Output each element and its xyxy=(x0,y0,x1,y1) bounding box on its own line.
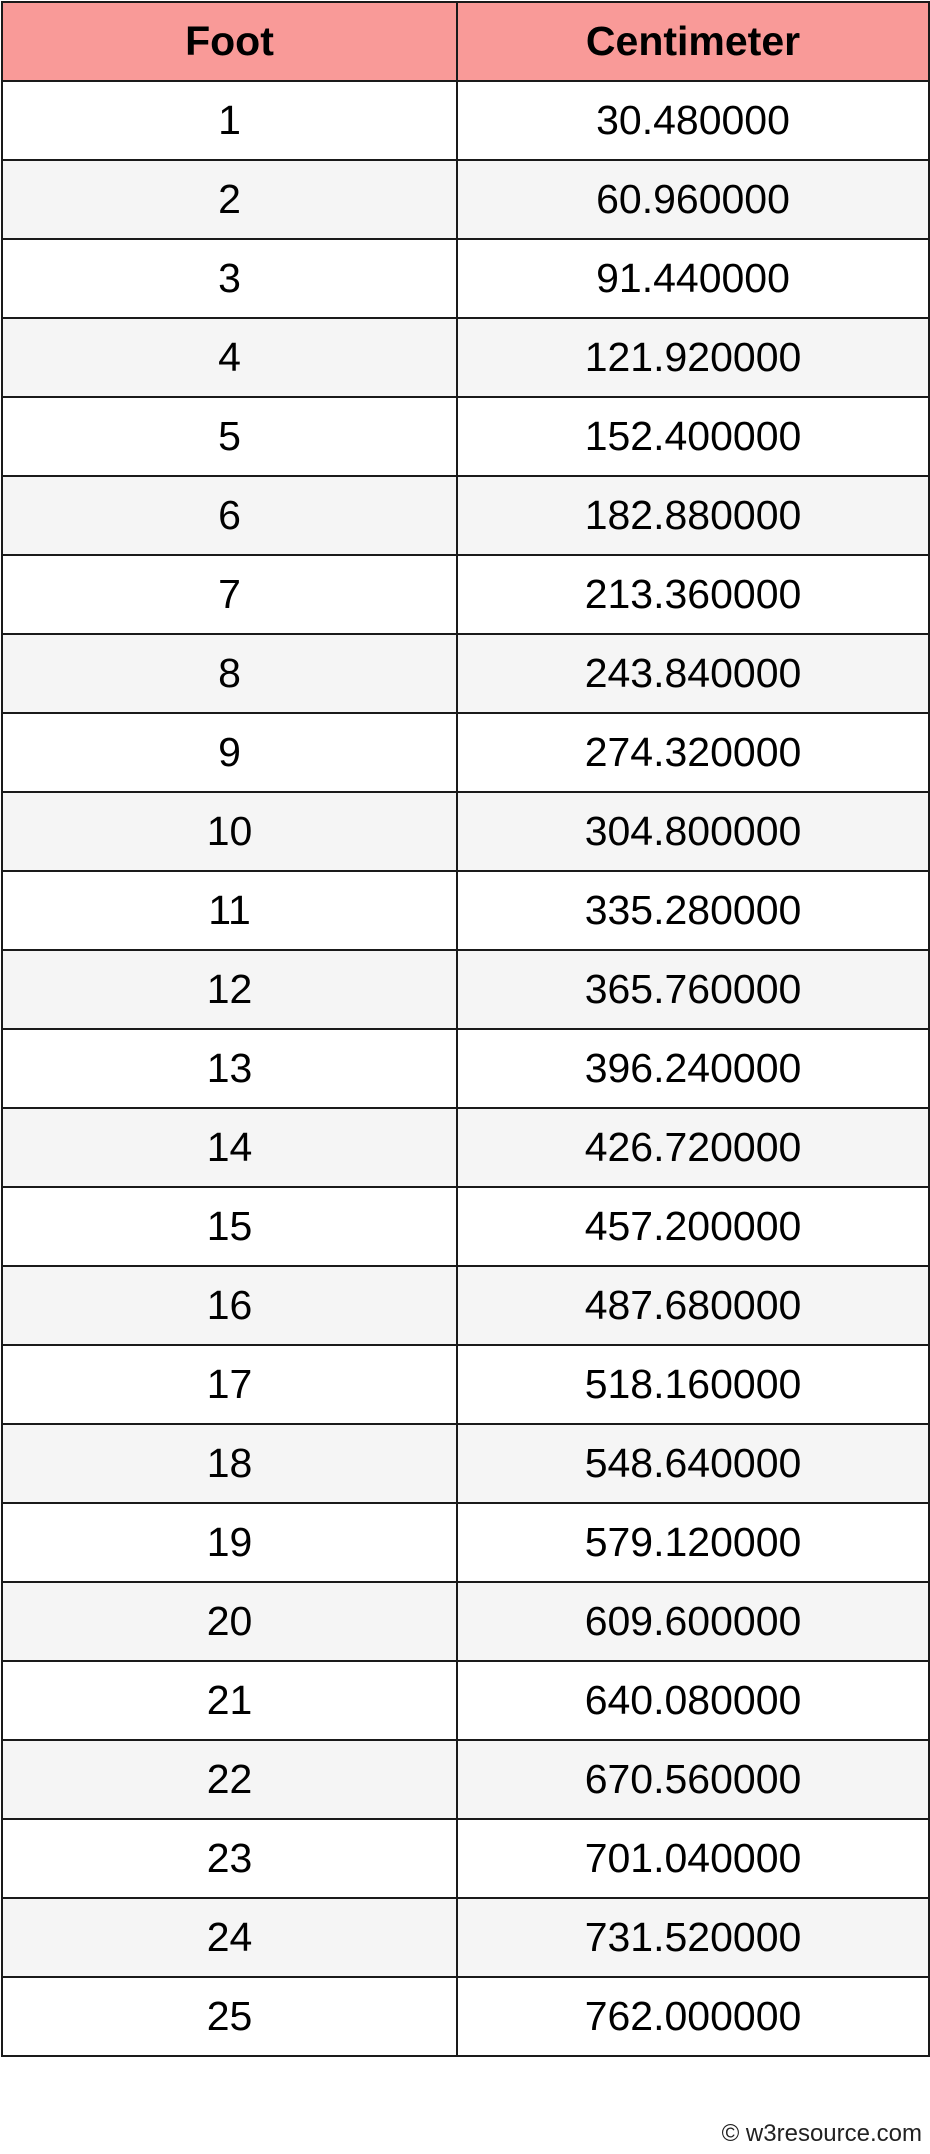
table-row xyxy=(2,1898,929,1977)
foot-cell: 11 xyxy=(2,871,457,950)
foot-cell: 10 xyxy=(2,792,457,871)
centimeter-cell: 579.120000 xyxy=(457,1503,929,1582)
copyright-credit: © w3resource.com xyxy=(721,2120,922,2147)
header-centimeter: Centimeter xyxy=(457,2,929,81)
table-row xyxy=(2,792,929,871)
table-row xyxy=(2,476,929,555)
centimeter-cell: 609.600000 xyxy=(457,1582,929,1661)
foot-cell: 4 xyxy=(2,318,457,397)
centimeter-cell: 213.360000 xyxy=(457,555,929,634)
centimeter-cell: 640.080000 xyxy=(457,1661,929,1740)
foot-cell: 5 xyxy=(2,397,457,476)
centimeter-cell: 701.040000 xyxy=(457,1819,929,1898)
centimeter-cell: 182.880000 xyxy=(457,476,929,555)
table-row xyxy=(2,1819,929,1898)
foot-cell: 3 xyxy=(2,239,457,318)
foot-cell: 17 xyxy=(2,1345,457,1424)
foot-cell: 24 xyxy=(2,1898,457,1977)
table-body xyxy=(2,81,929,2056)
centimeter-cell: 335.280000 xyxy=(457,871,929,950)
foot-cell: 2 xyxy=(2,160,457,239)
foot-cell: 21 xyxy=(2,1661,457,1740)
conversion-table xyxy=(1,1,930,2057)
foot-cell: 12 xyxy=(2,950,457,1029)
foot-cell: 13 xyxy=(2,1029,457,1108)
centimeter-cell: 518.160000 xyxy=(457,1345,929,1424)
centimeter-cell: 60.960000 xyxy=(457,160,929,239)
centimeter-cell: 30.480000 xyxy=(457,81,929,160)
table-row xyxy=(2,555,929,634)
centimeter-cell: 731.520000 xyxy=(457,1898,929,1977)
foot-cell: 23 xyxy=(2,1819,457,1898)
table-row xyxy=(2,160,929,239)
centimeter-cell: 396.240000 xyxy=(457,1029,929,1108)
table-row xyxy=(2,1187,929,1266)
centimeter-cell: 762.000000 xyxy=(457,1977,929,2056)
foot-cell: 15 xyxy=(2,1187,457,1266)
table-row xyxy=(2,1503,929,1582)
table-row xyxy=(2,950,929,1029)
foot-cell: 16 xyxy=(2,1266,457,1345)
foot-cell: 1 xyxy=(2,81,457,160)
table-row xyxy=(2,1029,929,1108)
foot-cell: 6 xyxy=(2,476,457,555)
table-row xyxy=(2,318,929,397)
table-row xyxy=(2,1345,929,1424)
centimeter-cell: 121.920000 xyxy=(457,318,929,397)
centimeter-cell: 91.440000 xyxy=(457,239,929,318)
table-row xyxy=(2,1661,929,1740)
table-row xyxy=(2,1977,929,2056)
foot-cell: 19 xyxy=(2,1503,457,1582)
table-row xyxy=(2,397,929,476)
foot-cell: 14 xyxy=(2,1108,457,1187)
centimeter-cell: 365.760000 xyxy=(457,950,929,1029)
table-row xyxy=(2,1582,929,1661)
table-row xyxy=(2,1424,929,1503)
centimeter-cell: 426.720000 xyxy=(457,1108,929,1187)
centimeter-cell: 243.840000 xyxy=(457,634,929,713)
foot-cell: 20 xyxy=(2,1582,457,1661)
header-row xyxy=(2,2,929,81)
centimeter-cell: 457.200000 xyxy=(457,1187,929,1266)
header-foot: Foot xyxy=(2,2,457,81)
foot-cell: 9 xyxy=(2,713,457,792)
foot-cell: 8 xyxy=(2,634,457,713)
table-row xyxy=(2,713,929,792)
table-row xyxy=(2,871,929,950)
centimeter-cell: 487.680000 xyxy=(457,1266,929,1345)
foot-cell: 22 xyxy=(2,1740,457,1819)
table-row xyxy=(2,239,929,318)
table-row xyxy=(2,81,929,160)
table-row xyxy=(2,1108,929,1187)
table-row xyxy=(2,1740,929,1819)
centimeter-cell: 548.640000 xyxy=(457,1424,929,1503)
table-row xyxy=(2,1266,929,1345)
centimeter-cell: 670.560000 xyxy=(457,1740,929,1819)
foot-cell: 7 xyxy=(2,555,457,634)
centimeter-cell: 152.400000 xyxy=(457,397,929,476)
foot-cell: 25 xyxy=(2,1977,457,2056)
centimeter-cell: 304.800000 xyxy=(457,792,929,871)
foot-cell: 18 xyxy=(2,1424,457,1503)
centimeter-cell: 274.320000 xyxy=(457,713,929,792)
table-row xyxy=(2,634,929,713)
